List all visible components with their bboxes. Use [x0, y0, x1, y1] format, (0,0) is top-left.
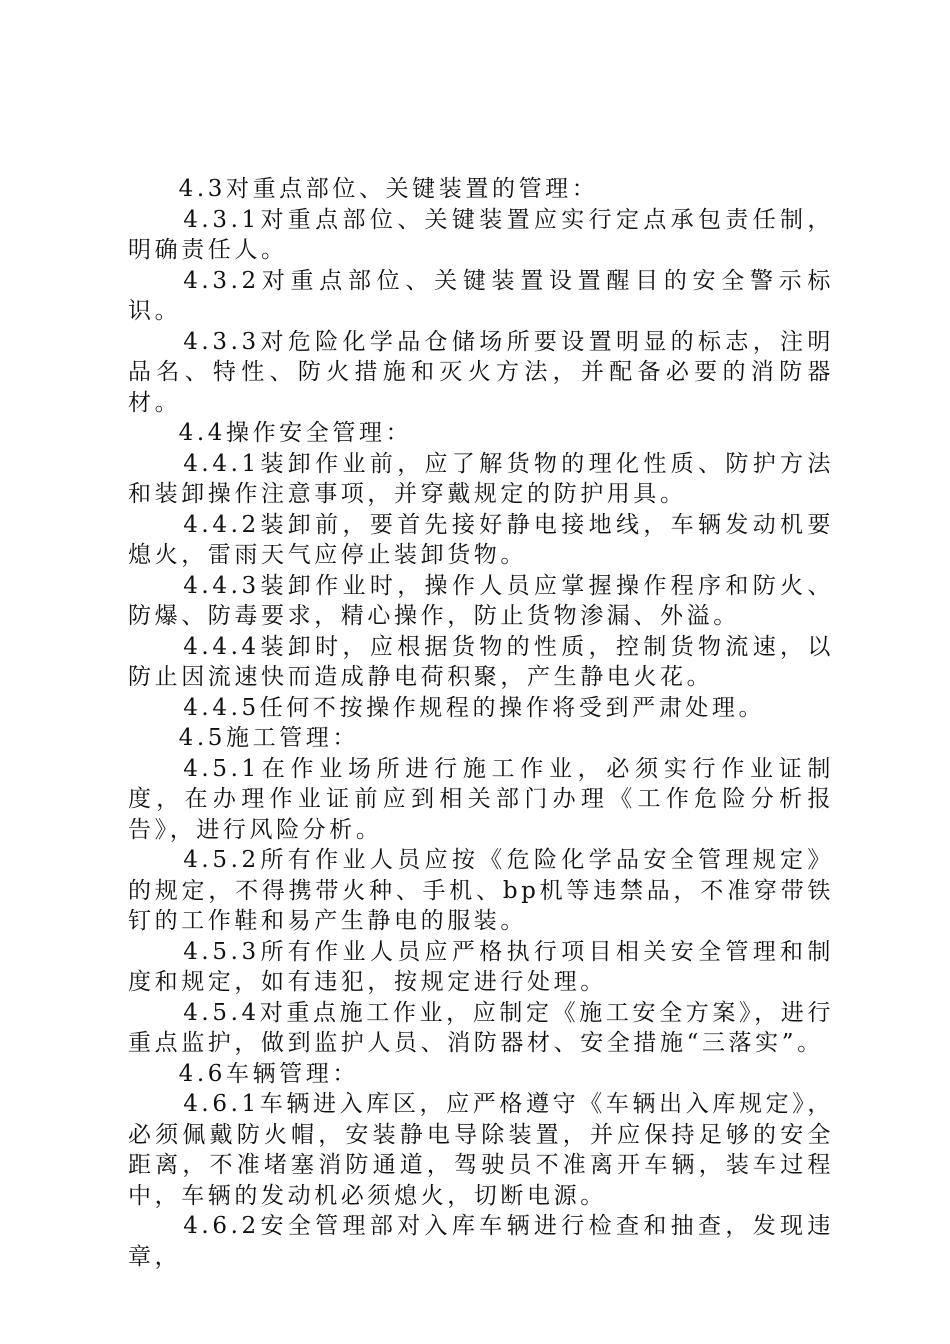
paragraph-4-4-5: 4.4.5任何不按操作规程的操作将受到严肃处理。: [183, 694, 766, 721]
paragraph-4-5-4: 4.5.4对重点施工作业，应制定《施工安全方案》，进行重点监护，做到监护人员、消防器材、安全措施“三落实”。: [128, 999, 834, 1056]
paragraph-4-5-3: 4.5.3所有作业人员应严格执行项目相关安全管理和制度和规定，如有违犯，按规定进行处理。: [128, 938, 834, 995]
paragraph-4-3-2: 4.3.2对重点部位、关键装置设置醒目的安全警示标识。: [128, 267, 834, 324]
paragraph-4-4-1: 4.4.1装卸作业前，应了解货物的理化性质、防护方法和装卸操作注意事项，并穿戴规定的防护用具。: [128, 450, 834, 507]
paragraph-4-6-2: 4.6.2安全管理部对入库车辆进行检查和抽查，发现违章，: [128, 1213, 834, 1270]
section-heading-4-6: 4.6车辆管理：: [178, 1060, 359, 1087]
document-body: [128, 174, 834, 1272]
paragraph-4-4-4: 4.4.4装卸时，应根据货物的性质，控制货物流速，以防止因流速快而造成静电荷积聚，产生静电火花。: [128, 633, 834, 690]
paragraph-4-5-1: 4.5.1在作业场所进行施工作业，必须实行作业证制度，在办理作业证前应到相关部门办理《工作危险分析报告》，进行风险分析。: [128, 755, 834, 843]
section-heading-4-3: 4.3对重点部位、关键装置的管理：: [178, 176, 599, 202]
paragraph-4-4-2: 4.4.2装卸前，要首先接好静电接地线，车辆发动机要熄火，雷雨天气应停止装卸货物。: [128, 511, 834, 568]
paragraph-4-3-3: 4.3.3对危险化学品仓储场所要设置明显的标志，注明品名、特性、防火措施和灭火方法，并配备必要的消防器材。: [128, 328, 834, 416]
paragraph-4-4-3: 4.4.3装卸作业时，操作人员应掌握操作程序和防火、防爆、防毒要求，精心操作，防止货物渗漏、外溢。: [128, 572, 834, 629]
paragraph-4-5-2: 4.5.2所有作业人员应按《危险化学品安全管理规定》的规定，不得携带火种、手机、bp机等违禁品，不准穿带铁钉的工作鞋和易产生静电的服装。: [128, 847, 834, 934]
paragraph-4-6-1: 4.6.1车辆进入库区，应严格遵守《车辆出入库规定》，必须佩戴防火帽，安装静电导除装置，并应保持足够的安全距离，不准堵塞消防通道，驾驶员不准离开车辆，装车过程中，车辆的发动机必须熄火，切断电源。: [128, 1091, 834, 1209]
paragraph-4-3-1: 4.3.1对重点部位、关键装置应实行定点承包责任制，明确责任人。: [128, 206, 834, 263]
section-heading-4-4: 4.4操作安全管理：: [178, 420, 413, 446]
section-heading-4-5: 4.5施工管理：: [178, 725, 359, 751]
